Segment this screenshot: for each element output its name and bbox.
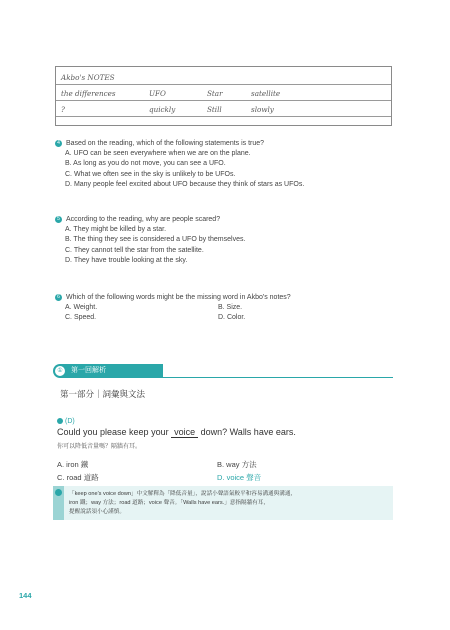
section-banner (53, 364, 163, 378)
sentence-part: down? Walls have ears. (200, 427, 296, 437)
explanation-box (53, 486, 393, 520)
question-option: A. They might be killed by a star. (65, 226, 167, 234)
answer-choices (57, 459, 367, 483)
explanation-line: 「keep one's voice down」中文解釋為「降低音量」，說話小聲語氣較平和容易溝通與溝通， (69, 491, 297, 497)
sentence-part: Could you please keep your (57, 427, 169, 437)
sentence-blank: voice (171, 427, 198, 438)
notes-header-cell: UFO (149, 89, 166, 98)
notes-header-cell: satellite (251, 89, 281, 98)
question-text: Based on the reading, which of the following statements is true? (66, 140, 265, 147)
choice-a: A. iron 鐵 (57, 460, 89, 469)
notes-row-cell: Still (207, 105, 222, 114)
notes-row-cell: slowly (251, 105, 274, 114)
choice-d-correct: D. voice 聲音 (217, 473, 262, 482)
choice-b: B. way 方法 (217, 460, 257, 469)
notes-row-cell: ? (61, 105, 65, 114)
notes-title: Akbo's NOTES (61, 73, 115, 82)
explanation-line: 提醒說話須小心謹慎。 (69, 509, 125, 515)
notes-rule (56, 84, 391, 85)
notes-box (55, 66, 392, 126)
question-6 (55, 293, 368, 324)
question-stem (55, 215, 245, 225)
answer-tag (57, 418, 75, 425)
option-grid (55, 303, 368, 323)
answer-sentence (57, 427, 296, 438)
question-number: 5 (55, 216, 62, 223)
part-title: 第一部分｜詞彙與文法 (60, 389, 146, 399)
question-text: Which of the following words might be the missing word in Akbo's notes? (66, 294, 291, 301)
page-number: 144 (19, 591, 32, 600)
answer-marker-icon (57, 418, 63, 424)
question-option: C. What we often see in the sky is unlikely to be UFOs. (65, 170, 236, 178)
banner-divider (163, 377, 393, 378)
question-option: C. They cannot tell the star from the satellite. (65, 246, 204, 254)
question-text: According to the reading, why are people scared? (66, 216, 221, 223)
question-option: C. Speed. (65, 314, 97, 322)
question-option: D. They have trouble looking at the sky. (65, 256, 188, 264)
explanation-line: iron 鐵；way 方法；road 道路；voice 聲音。「Walls have ears.」意指隔牆有耳， (69, 500, 269, 506)
question-option: D. Color. (218, 314, 246, 322)
answer-letter: (D) (65, 418, 75, 425)
note-icon (55, 489, 62, 496)
choice-c: C. road 道路 (57, 473, 99, 482)
question-option: B. Size. (218, 304, 243, 312)
sentence-translation: 你可以降低音量嗎？隔牆有耳。 (57, 444, 142, 450)
notes-row-cell: quickly (149, 105, 176, 114)
explanation-sidebar (53, 486, 64, 520)
question-option: A. UFO can be seen everywhere when we are on the plane. (65, 150, 251, 158)
question-stem (55, 293, 368, 303)
notes-rule (56, 100, 391, 101)
explanation-text (69, 490, 296, 517)
question-option: A. Weight. (65, 304, 98, 312)
notes-header-cell: Star (207, 89, 223, 98)
question-number: 4 (55, 140, 62, 147)
question-option: D. Many people feel excited about UFO because they think of stars as UFOs. (65, 180, 305, 188)
notes-rule (56, 116, 391, 117)
question-option: B. As long as you do not move, you can see a UFO. (65, 160, 226, 168)
section-label: 第一回解析 (71, 367, 106, 374)
question-5 (55, 215, 245, 266)
question-number: 6 (55, 294, 62, 301)
notes-header-cell: the differences (61, 89, 116, 98)
question-option: B. The thing they see is considered a UFO by themselves. (65, 236, 246, 244)
section-badge: ① (55, 366, 65, 376)
question-4 (55, 139, 304, 190)
question-stem (55, 139, 304, 149)
